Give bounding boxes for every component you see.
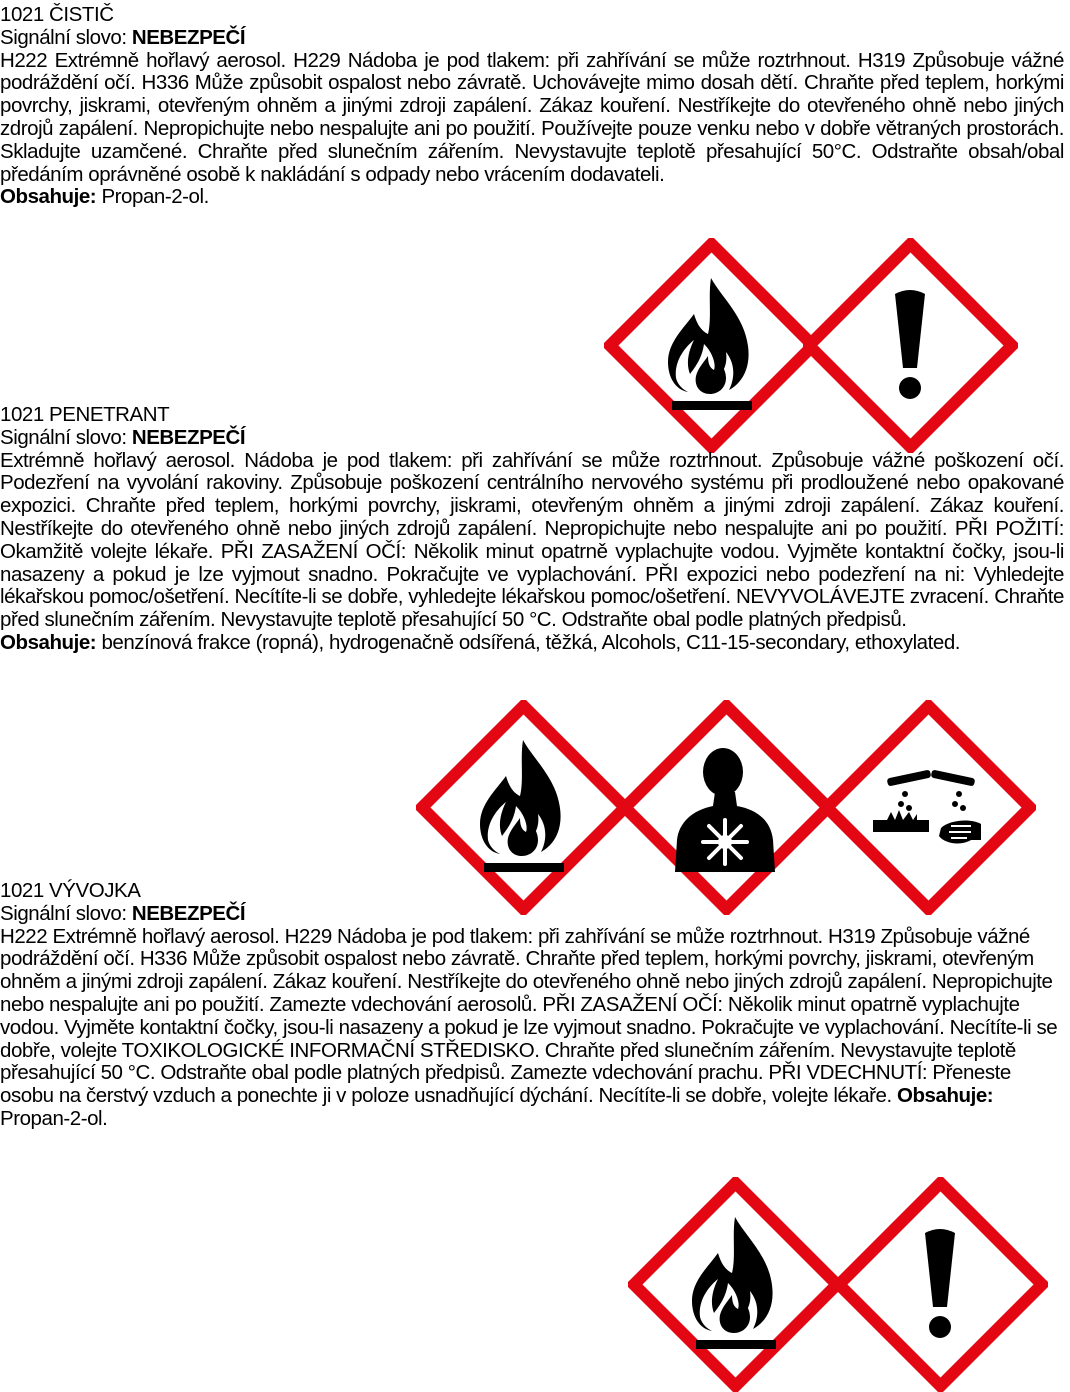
signal-word: NEBEZPEČÍ xyxy=(131,901,246,925)
contains-line xyxy=(0,186,1064,209)
contains-value: Propan-2-ol. xyxy=(101,185,209,209)
signal-word-line xyxy=(0,27,1064,50)
signal-word: NEBEZPEČÍ xyxy=(131,25,246,49)
hazard-statements xyxy=(0,926,1062,1131)
hazard-statements: H222 Extrémně hořlavý aerosol. H229 Nádoba je pod tlakem: při zahřívání se může roztrhnout. H319 Způsobuje vážné podráždění očí. H336 Může způsobit ospalost nebo závratě. Uchovávejte mimo dosah dětí. Chraňte před teplem, horkými povrchy, jiskrami, otevřeným ohněm a jinými zdroji zapálení. Zákaz kouření. Nestříkejte do otevřeného ohně nebo jiných zdrojů zapálení. Nepropichujte nebo nespalujte ani po použití. Používejte pouze venku nebo v dobře větraných prostorách. Skladujte uzamčené. Chraňte před slunečním zářením. Nevystavujte teplotě přesahující 50°C. Odstraňte obsah/obal předáním oprávněné osobě k nakládání s odpady nebo vrácením dodavateli. xyxy=(0,48,1064,186)
signal-word-line xyxy=(0,427,1064,450)
flame-icon xyxy=(628,1177,843,1392)
contains-label: Obsahuje: xyxy=(896,1084,994,1108)
product-section-cistic xyxy=(0,4,1064,209)
product-title: 1021 ČISTIČ xyxy=(0,3,114,26)
exclamation-icon xyxy=(833,1177,1048,1392)
signal-word-label: Signální slovo: xyxy=(0,425,127,449)
hazard-text: H222 Extrémně hořlavý aerosol. H229 Nádoba je pod tlakem: při zahřívání se může roztrhnout. H319 Způsobuje vážné podráždění očí. H336 Může způsobit ospalost nebo závratě. Chraňte před teplem, horkými povrchy, jiskrami, otevřeným ohněm a jinými zdroji zapálení. Zákaz kouření. Nestříkejte do otevřeného ohně nebo jiných zdrojů zapálení. Nepropichujte nebo nespalujte ani po použití. Zamezte vdechování aerosolů. PŘI ZASAŽENÍ OČÍ: Několik minut opatrně vyplachujte vodou. Vyjměte kontaktní čočky, jsou-li nasazeny a pokud je lze vyjmout snadno. Pokračujte ve vyplachování. Necítíte-li se dobře, volejte TOXIKOLOGICKÉ INFORMAČNÍ STŘEDISKO. Chraňte před slunečním zářením. Nevystavujte teplotě přesahující 50 °C. Odstraňte obal podle platných předpisů. Zamezte vdechování prachu. PŘI VDECHNUTÍ: Přeneste osobu na čerstvý vzduch a ponechte ji v poloze usnadňující dýchání. Necítíte-li se dobře, volejte lékaře. xyxy=(0,924,1058,1108)
signal-word: NEBEZPEČÍ xyxy=(131,425,246,449)
signal-word-label: Signální slovo: xyxy=(0,901,127,925)
hazard-statements: Extrémně hořlavý aerosol. Nádoba je pod tlakem: při zahřívání se může roztrhnout. Způsobuje vážné poškození očí. Podezření na vyvolání rakoviny. Způsobuje poškození centrálního nervového systému při prodloužené nebo opakované expozici. Chraňte před teplem, horkými povrchy, jiskrami, otevřeným ohněm a jinými zdroji zapálení. Zákaz kouření. Nestříkejte do otevřeného ohně nebo jiných zdrojů zapálení. Nepropichujte nebo nespalujte ani po použití. PŘI POŽITÍ: Okamžitě volejte lékaře. PŘI ZASAŽENÍ OČÍ: Několik minut opatrně vyplachujte vodou. Vyjměte kontaktní čočky, jsou-li nasazeny a pokud je lze vyjmout snadno. Pokračujte ve vyplachování. PŘI expozici nebo podezření na ni: Vyhledejte lékařskou pomoc/ošetření. Necítíte-li se dobře, vyhledejte lékařskou pomoc/ošetření. NEVYVOLÁVEJTE zvracení. Chraňte před slunečním zářením. Nevystavujte teplotě přesahující 50 °C. Odstraňte obal podle platných předpisů. xyxy=(0,448,1064,632)
product-title: 1021 VÝVOJKA xyxy=(0,879,141,902)
product-title: 1021 PENETRANT xyxy=(0,403,170,426)
product-section-penetrant xyxy=(0,404,1064,655)
contains-value: Propan-2-ol. xyxy=(0,1106,108,1130)
contains-label: Obsahuje: xyxy=(0,630,97,654)
contains-label: Obsahuje: xyxy=(0,185,97,209)
signal-word-line xyxy=(0,903,1064,926)
signal-word-label: Signální slovo: xyxy=(0,25,127,49)
contains-value: benzínová frakce (ropná), hydrogenačně odsířená, těžká, Alcohols, C11-15-secondary, ethoxylated. xyxy=(101,630,961,654)
product-section-vyvojka xyxy=(0,880,1064,1131)
contains-line xyxy=(0,632,1064,655)
